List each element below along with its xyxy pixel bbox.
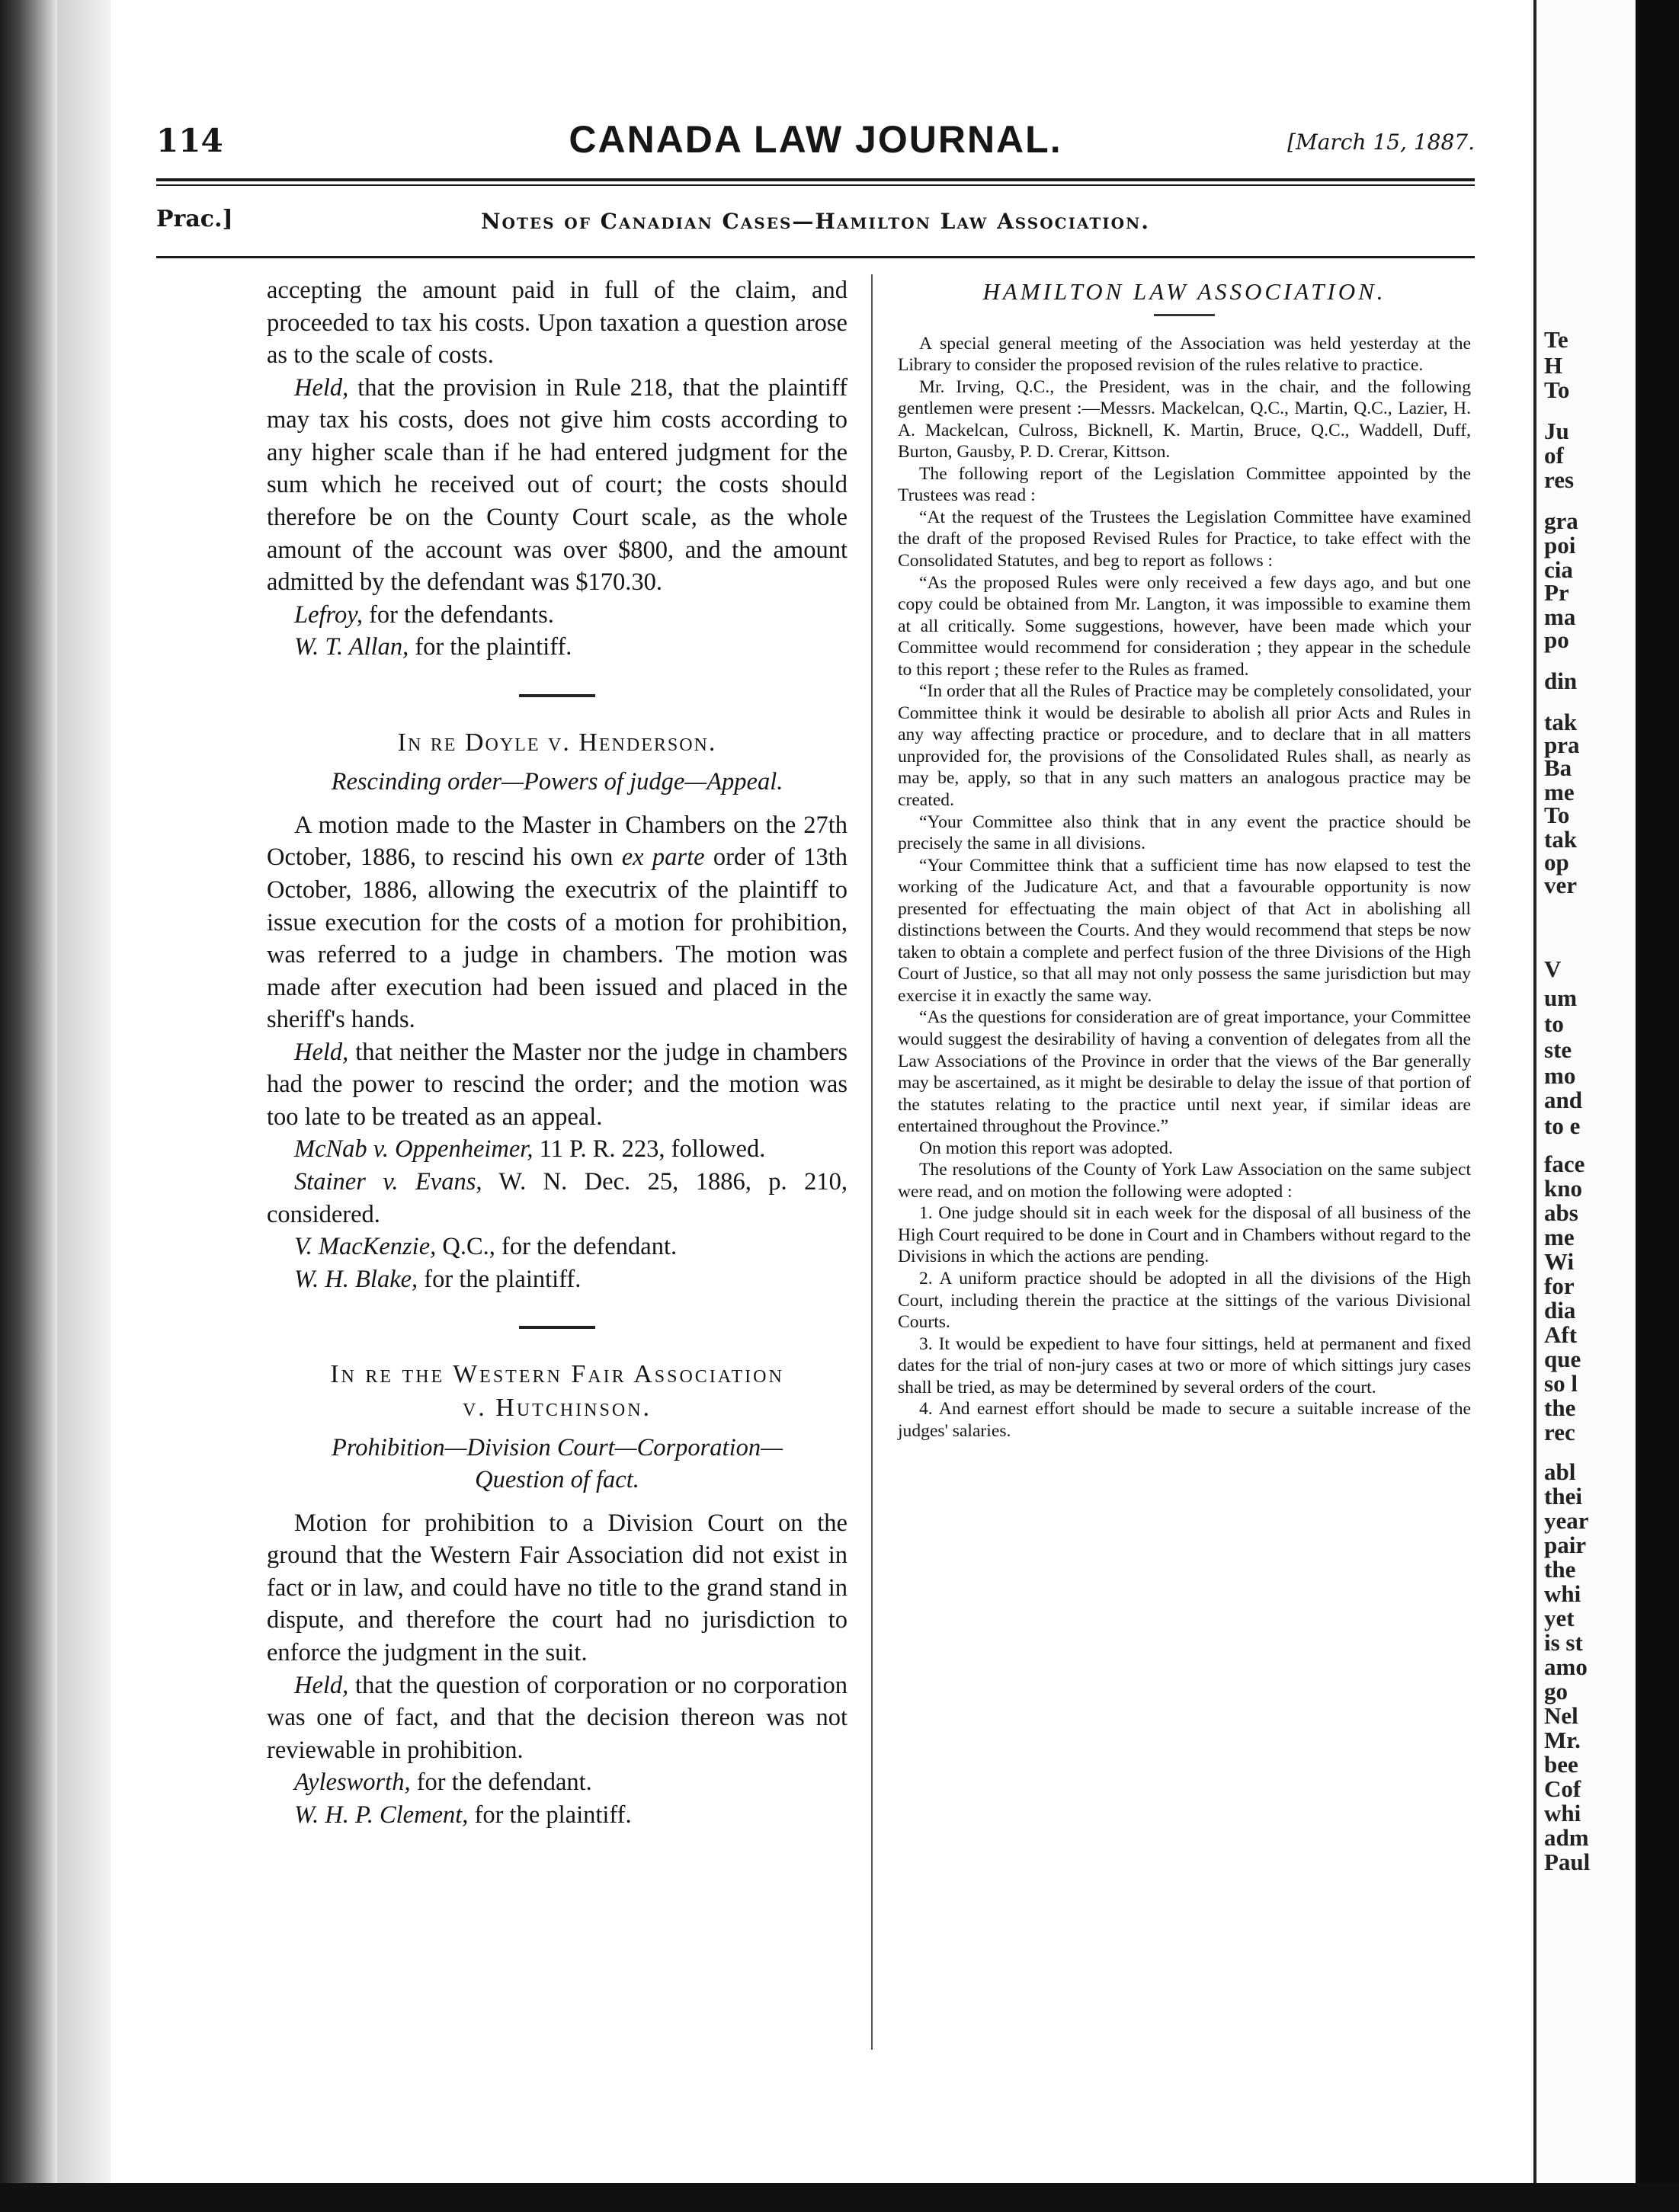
- case-3-counsel-plaintiff: [267, 1799, 848, 1832]
- case-2-headnote: Rescinding order—Powers of judge—Appeal.: [331, 768, 783, 796]
- case-1-continuation: accepting the amount paid in full of the claim, and proceeded to tax his costs. Upon taxation a question arose as to the scale of costs.: [267, 277, 848, 370]
- counsel-name: Lefroy,: [294, 600, 363, 629]
- case-1-counsel-plaintiff: [267, 631, 848, 664]
- subheader-rule: [156, 256, 1475, 258]
- margin-fragment: the: [1544, 1394, 1576, 1421]
- margin-fragment: dia: [1544, 1297, 1576, 1324]
- section-label: Prac.]: [156, 206, 233, 232]
- next-page-fragment: [1533, 0, 1636, 2183]
- margin-fragment: poi: [1544, 532, 1576, 559]
- right-column: [898, 274, 1471, 1442]
- resolution-item: 4. And earnest effort should be made to secure a suitable increase of the judges' salaries.: [898, 1399, 1471, 1441]
- counsel-role: for the defendant.: [410, 1769, 592, 1797]
- resolution-item: 2. A uniform practice should be adopted in all the divisions of the High Court, including therein the practice at the sittings of the various Divisional Courts.: [898, 1269, 1471, 1333]
- counsel-name: W. T. Allan,: [294, 633, 409, 661]
- margin-fragment: thei: [1544, 1483, 1582, 1509]
- margin-fragment: Te: [1544, 326, 1568, 353]
- margin-fragment: yet: [1544, 1605, 1575, 1631]
- held-text: that neither the Master nor the judge in chambers had the power to rescind the order; and the motion was too late to be treated as an appeal.: [267, 1038, 848, 1131]
- case-1-counsel-defendants: [267, 599, 848, 632]
- section-title-hamilton-law-association: HAMILTON LAW ASSOCIATION.: [982, 278, 1386, 305]
- held-text: that the provision in Rule 218, that the plaintiff may tax his costs, does not give him costs according to any higher scale than if he had entered judgment for the sum which he received out of court; the costs should therefore be on the County Court scale, as the whole amount of the account was over $800, and the amount admitted by the defendant was $170.30.: [267, 373, 848, 597]
- counsel-name: V. MacKenzie,: [294, 1233, 437, 1261]
- citation-text: 11 P. R. 223, followed.: [533, 1135, 766, 1164]
- margin-fragment: Paul: [1544, 1849, 1591, 1875]
- scan-bottom-border: [0, 2183, 1679, 2212]
- margin-fragment: go: [1544, 1678, 1568, 1705]
- counsel-role: for the plaintiff.: [418, 1265, 582, 1293]
- left-column: [267, 274, 848, 1831]
- citation-name: Stainer v. Evans,: [294, 1168, 482, 1196]
- case-3-held: [267, 1669, 848, 1767]
- margin-fragment: H: [1544, 352, 1563, 379]
- scan-dark-border: [1631, 0, 1679, 2212]
- column-divider: [871, 274, 873, 2050]
- page-number: 114: [156, 122, 223, 159]
- margin-fragment: adm: [1544, 1824, 1589, 1851]
- case-2-counsel-plaintiff: [267, 1263, 848, 1296]
- margin-fragment: gra: [1544, 507, 1578, 534]
- report-paragraph: “In order that all the Rules of Practice may be completely consolidated, your Committee think it would be desirable to abolish all prior Acts and Rules in any way affecting practice or procedure, and to declare that in all matters unprovided for, the provisions of the Consolidated Rules shall, as nearly as may be, apply, so that in any such matters an analogous practice may be created.: [898, 681, 1471, 810]
- margin-fragment: Aft: [1544, 1321, 1578, 1348]
- margin-fragment: mo: [1544, 1062, 1576, 1089]
- counsel-role: for the defendants.: [362, 600, 554, 629]
- held-label: Held,: [294, 1038, 349, 1066]
- issue-date: [March 15, 1887.: [1287, 130, 1475, 155]
- report-paragraph: Mr. Irving, Q.C., the President, was in the chair, and the following gentlemen were present :—Messrs. Mackelcan, Q.C., Martin, Q.C., Lazier, H. A. Mackelcan, Culross, Bicknell, K. Martin, Bruce, Q.C., Waddell, Duff, Burton, Gausby, P. D. Crerar, Kittson.: [898, 376, 1471, 463]
- margin-fragment: of: [1544, 442, 1564, 469]
- case-3-title-line-2: v. Hutchinson.: [462, 1394, 652, 1423]
- held-label: Held,: [294, 373, 349, 402]
- report-paragraph: A special general meeting of the Association was held yesterday at the Library to consider the proposed revision of the rules relative to practice.: [898, 333, 1471, 376]
- held-text: that the question of corporation or no corporation was one of fact, and that the decision thereon was not reviewable in prohibition.: [267, 1671, 848, 1764]
- margin-fragment: Pr: [1544, 579, 1569, 606]
- margin-fragment: whi: [1544, 1800, 1581, 1826]
- counsel-role: for the plaintiff.: [468, 1801, 632, 1829]
- margin-fragment: me: [1544, 779, 1575, 805]
- margin-fragment: face: [1544, 1151, 1585, 1177]
- running-title: Notes of Canadian Cases—Hamilton Law Association.: [480, 209, 1151, 234]
- margin-fragment: is st: [1544, 1629, 1583, 1656]
- margin-fragment: tak: [1544, 826, 1578, 853]
- margin-fragment: cia: [1544, 556, 1573, 583]
- case-2-body-text: A motion made to the Master in Chambers on the 27th October, 1886, to rescind his own: [267, 811, 848, 872]
- report-paragraph: On motion this report was adopted.: [919, 1138, 1173, 1158]
- case-3-headnote-line-1: Prohibition—Division Court—Corporation—: [332, 1433, 783, 1461]
- margin-fragment: so l: [1544, 1370, 1578, 1397]
- report-paragraph: “Your Committee also think that in any event the practice should be precisely the same in all divisions.: [898, 811, 1471, 854]
- case-2-ex-parte: ex parte: [621, 844, 705, 872]
- margin-fragment: po: [1544, 626, 1569, 653]
- case-2-counsel-defendant: [267, 1231, 848, 1263]
- margin-fragment: whi: [1544, 1580, 1581, 1607]
- held-label: Held,: [294, 1671, 349, 1699]
- margin-fragment: tak: [1544, 709, 1578, 735]
- report-paragraph: “As the proposed Rules were only received a few days ago, and but one copy could be obtained from Mr. Langton, it was impossible to examine them at all critically. Some suggestions, however, have been made which your Committee would recommend for consideration ; they appear in the schedule to this report ; these refer to the Rules as framed.: [898, 572, 1471, 680]
- report-paragraph: The resolutions of the County of York Law Association on the same subject were read, and on motion the following were adopted :: [898, 1160, 1471, 1202]
- case-2-title: In re Doyle v. Henderson.: [397, 728, 717, 757]
- margin-fragment: To: [1544, 802, 1570, 828]
- margin-fragment: din: [1544, 667, 1578, 694]
- page-header: [156, 114, 1475, 168]
- margin-fragment: res: [1544, 466, 1575, 493]
- case-separator: [519, 1326, 595, 1329]
- margin-fragment: que: [1544, 1346, 1581, 1372]
- counsel-role: for the plaintiff.: [409, 633, 572, 661]
- margin-fragment: Mr.: [1544, 1727, 1581, 1753]
- margin-fragment: Nel: [1544, 1702, 1578, 1729]
- running-head: [156, 206, 1475, 236]
- case-2-body: [267, 809, 848, 1036]
- scan-gutter-shadow: [57, 0, 111, 2212]
- case-2-citation-followed: [267, 1133, 848, 1166]
- margin-fragment: to e: [1544, 1112, 1581, 1139]
- margin-fragment: ma: [1544, 603, 1576, 630]
- report-paragraph: “Your Committee think that a sufficient time has now elapsed to test the working of the Judicature Act, and that a favourable opportunity is now presented for effectuating the main object of that Act in abolishing all distinctions between the Courts. And they would recommend that steps be now taken to obtain a complete and perfect fusion of the three Divisions of the High Court of Justice, so that all may not only possess the same jurisdiction but may exercise it in exactly the same way.: [898, 855, 1471, 1006]
- margin-fragment: for: [1544, 1272, 1575, 1299]
- counsel-name: W. H. Blake,: [294, 1265, 418, 1293]
- journal-title: CANADA LAW JOURNAL.: [569, 118, 1062, 161]
- margin-fragment: and: [1544, 1087, 1582, 1113]
- report-paragraph: The following report of the Legislation Committee appointed by the Trustees was read :: [898, 463, 1471, 506]
- margin-fragment: um: [1544, 984, 1578, 1011]
- margin-fragment: me: [1544, 1224, 1575, 1250]
- report-paragraph: “At the request of the Trustees the Legislation Committee have examined the draft of the proposed Revised Rules for Practice, to take effect with the Consolidated Statutes, and beg to report as follows :: [898, 507, 1471, 571]
- margin-fragment: rec: [1544, 1419, 1575, 1445]
- margin-fragment: kno: [1544, 1175, 1582, 1202]
- counsel-role: Q.C., for the defendant.: [436, 1233, 678, 1261]
- margin-fragment: abl: [1544, 1458, 1576, 1485]
- case-2-held: [267, 1036, 848, 1134]
- counsel-name: Aylesworth,: [294, 1769, 411, 1797]
- margin-fragment: pra: [1544, 731, 1580, 758]
- margin-fragment: Cof: [1544, 1775, 1581, 1802]
- margin-fragment: abs: [1544, 1199, 1578, 1226]
- case-separator: [519, 694, 595, 697]
- margin-fragment: Ba: [1544, 754, 1572, 781]
- resolution-item: 1. One judge should sit in each week for the disposal of all business of the High Court required to be done in Court and in Chambers without regard to the Divisions in which the actions are pending.: [898, 1203, 1471, 1267]
- header-rule-thin: [156, 184, 1475, 186]
- counsel-name: W. H. P. Clement,: [294, 1801, 469, 1829]
- margin-fragment: ver: [1544, 872, 1578, 898]
- margin-fragment: ste: [1544, 1036, 1572, 1063]
- margin-fragment: Ju: [1544, 418, 1569, 444]
- case-2-body-text-cont: order of 13th October, 1886, allowing the executrix of the plaintiff to issue execution for the costs of a motion for prohibition, was referred to a judge in chambers. The motion was made after execution had been issued and placed in the sheriff's hands.: [267, 844, 848, 1034]
- section-title-rule: [1154, 314, 1215, 316]
- margin-fragment: year: [1544, 1507, 1589, 1534]
- margin-fragment: To: [1544, 376, 1570, 403]
- margin-fragment: the: [1544, 1556, 1576, 1583]
- margin-fragment: bee: [1544, 1751, 1578, 1778]
- header-rule-thick: [156, 178, 1475, 181]
- resolution-item: 3. It would be expedient to have four sittings, held at permanent and fixed dates for the trial of non-jury cases at two or more of which sittings jury cases shall be tried, as may be determined by several orders of the court.: [898, 1333, 1471, 1397]
- case-2-citation-considered: [267, 1166, 848, 1231]
- case-1-held: [267, 372, 848, 599]
- case-3-body: Motion for prohibition to a Division Court on the ground that the Western Fair Association did not exist in fact or in law, and could have no title to the grand stand in dispute, and therefore the court had no jurisdiction to enforce the judgment in the suit.: [267, 1509, 848, 1667]
- case-3-counsel-defendant: [267, 1766, 848, 1799]
- citation-text: W. N. Dec. 25, 1886, p. 210, considered.: [267, 1168, 848, 1228]
- margin-fragment: Wi: [1544, 1248, 1575, 1275]
- margin-fragment: V: [1544, 956, 1562, 982]
- margin-fragment: to: [1544, 1010, 1564, 1037]
- case-3-title-line-1: In re the Western Fair Association: [330, 1360, 784, 1389]
- report-paragraph: “As the questions for consideration are of great importance, your Committee would suggest the desirability of having a convention of delegates from all the Law Associations of the Province in order that the views of the Bar generally may be ascertained, as it might be desirable to delay the issue of that portion of the statutes relating to the practice until next year, if similar ideas are entertained throughout the Province.”: [898, 1007, 1471, 1137]
- case-3-headnote-line-2: Question of fact.: [475, 1466, 639, 1494]
- citation-name: McNab v. Oppenheimer,: [294, 1135, 533, 1164]
- margin-fragment: pair: [1544, 1532, 1587, 1558]
- margin-fragment: amo: [1544, 1653, 1588, 1680]
- margin-fragment: op: [1544, 849, 1569, 876]
- scan-binding-edge: [0, 0, 57, 2212]
